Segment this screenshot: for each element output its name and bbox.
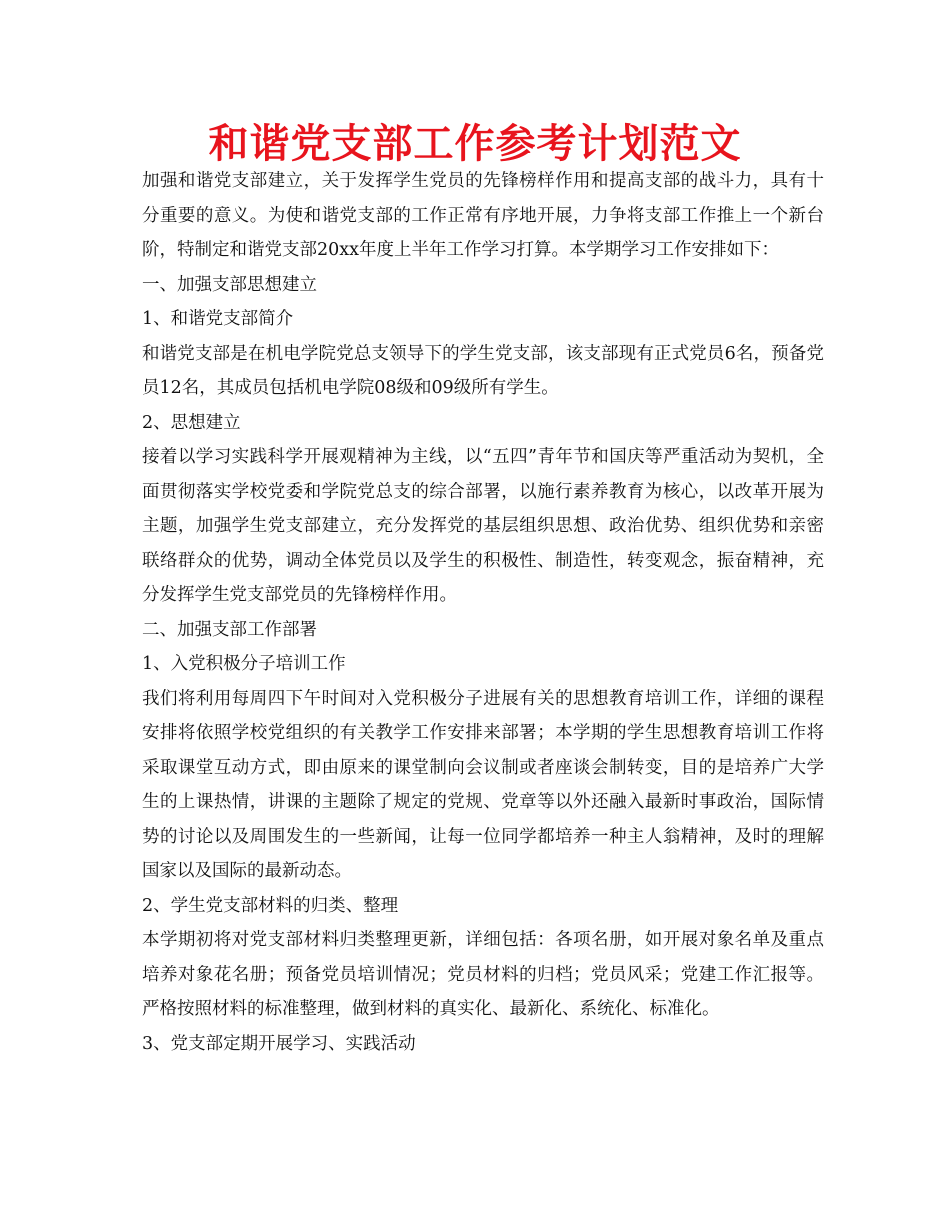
body-paragraph: 本学期初将对党支部材料归类整理更新，详细包括：各项名册，如开展对象名单及重点培养对象花名册；预备党员培训情况；党员材料的归档；党员风采；党建工作汇报等。严格按照材料的标准整理，做到材料的真实化、最新化、系统化、标准化。 bbox=[142, 930, 824, 1019]
body-paragraph: 和谐党支部是在机电学院党总支领导下的学生党支部，该支部现有正式党员6名，预备党员12名，其成员包括机电学院08级和09级所有学生。 bbox=[142, 343, 824, 398]
section-heading-1: 一、加强支部思想建立 bbox=[142, 274, 317, 295]
document-body bbox=[142, 164, 824, 1061]
body-paragraph: 我们将利用每周四下午时间对入党积极分子进展有关的思想教育培训工作，详细的课程安排将依照学校党组织的有关教学工作安排来部署；本学期的学生思想教育培训工作将采取课堂互动方式，即由原来的课堂制向会议制或者座谈会制转变，目的是培养广大学生的上课热情，讲课的主题除了规定的党规、党章等以外还融入最新时事政治，国际情势的讨论以及周围发生的一些新闻，让每一位同学都培养一种主人翁精神，及时的理解国家以及国际的最新动态。 bbox=[142, 688, 824, 881]
body-paragraph: 接着以学习实践科学开展观精神为主线，以“五四”青年节和国庆等严重活动为契机，全面贯彻落实学校党委和学院党总支的综合部署，以施行素养教育为核心，以改革开展为主题，加强学生党支部建立，充分发挥党的基层组织思想、政治优势、组织优势和亲密联络群众的优势，调动全体党员以及学生的积极性、制造性，转变观念，振奋精神，充分发挥学生党支部党员的先锋榜样作用。 bbox=[142, 447, 824, 605]
document-title: 和谐党支部工作参考计划范文 bbox=[208, 120, 742, 167]
subsection-heading-2-1: 1、入党积极分子培训工作 bbox=[142, 654, 346, 674]
subsection-heading-2-2: 2、学生党支部材料的归类、整理 bbox=[142, 895, 399, 916]
subsection-heading-1-2: 2、思想建立 bbox=[142, 412, 241, 433]
section-heading-2: 二、加强支部工作部署 bbox=[142, 619, 317, 640]
subsection-heading-1-1: 1、和谐党支部简介 bbox=[142, 309, 294, 329]
subsection-heading-2-3: 3、党支部定期开展学习、实践活动 bbox=[142, 1033, 416, 1054]
intro-paragraph: 加强和谐党支部建立，关于发挥学生党员的先锋榜样作用和提高支部的战斗力，具有十分重要的意义。为使和谐党支部的工作正常有序地开展，力争将支部工作推上一个新台阶，特制定和谐党支部20xx年度上半年工作学习打算。本学期学习工作安排如下： bbox=[142, 171, 824, 260]
